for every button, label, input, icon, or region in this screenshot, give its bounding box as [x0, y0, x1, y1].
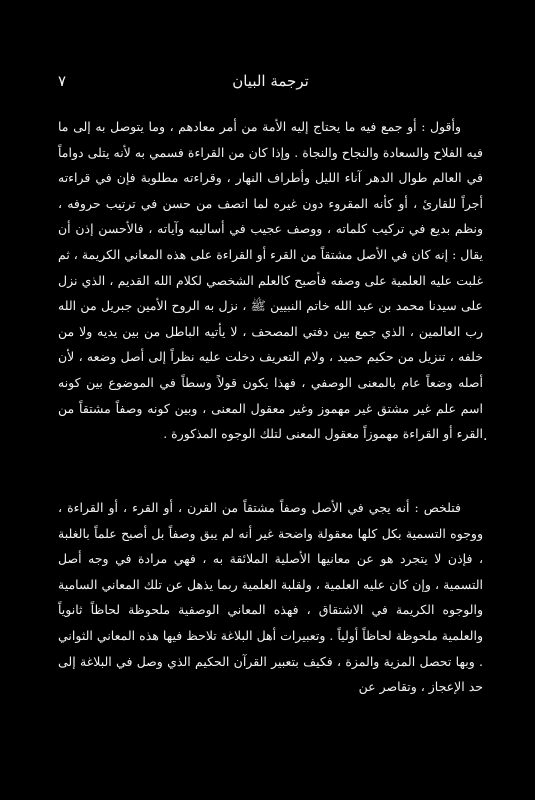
running-title: ترجمة البيان [232, 72, 309, 90]
margin-mark: . [483, 428, 488, 444]
paragraph-2-text: فتلخص : أنه يجي في الأصل وصفاً مشتقاً من القرن ، أو القرء ، أو القراءة ، ووجوه التسمية بكل كلها معقولة واضحة غير أنه لم يبق وصفاً بل أصبح علماً بالغلبة ، فإذن لا يتجرد هو عن معانيها الأصلية الملائقة به ، فهي مرادة في وجه أصل التسمية ، وإن كان عليه العلمية ، ولقلبة العلمية ربما يذهل عن تلك المعاني السامية والوجوه الكريمة في الاشتقاق ، فهذه المعاني الوصفية ملحوظة لحاظاً ثانوياً والعلمية ملحوظة لحاظاً أولياً . وتعبيرات أهل البلاغة تلاحظ فيها هذه المعاني الثواني . وبها تحصل المزية والمزة ، فكيف بتعبير القرآن الحكيم الذي وصل في البلاغة إلى حد الإعجاز ، وتقاصر عن [58, 500, 483, 695]
paragraph-2 [58, 495, 483, 700]
paragraph-1-text: وأقول : أو جمع فيه ما يحتاج إليه الأمة من أمر معادهم ، وما يتوصل به إلى ما فيه الفلاح والسعادة والنجاح والنجاة . وإذا كان من القراءة فسمي به لأنه يتلى دواماً في العالم طوال الدهر آناء الليل وأطراف النهار ، وقراءته مطلوبة فإن في قراءته أجراً للقارئ ، أو كأنه المقروء دون غيره لما اتصف من حسن في ترتيب حروفه ، ونظم بديع في تركيب كلماته ، ووصف عجيب في أساليبه وآياته ، فالأحسن إذن أن يقال : إنه كان في الأصل مشتقاً من القرء أو القراءة على هذه المعاني الكريمة ، ثم غلبت عليه العلمية على وصفه فأصبح كالعلم الشخصي لكلام الله القديم ، الذي نزل على سيدنا محمد بن عبد الله خاتم النبيين ﷺ ، نزل به الروح الأمين جبريل من الله رب العالمين ، الذي جمع بين دفتي المصحف ، لا يأتيه الباطل من بين يديه ولا من خلفه ، تنزيل من حكيم حميد ، ولام التعريف دخلت عليه نظراً إلى أصل وضعه ، لأن أصله وضعاً عام بالمعنى الوصفي ، فهذا يكون قولاً وسطاً في الموضوع بين كونه اسم علم غير مشتق غير مهموز وغير معقول المعنى ، وبين كونه وصفاً مشتقاً من القرء أو القراءة مهموزاً معقول المعنى لتلك الوجوه المذكورة . [58, 119, 483, 442]
paragraph-1 [58, 114, 483, 447]
page-header [58, 72, 483, 96]
page-number: ٧ [58, 72, 67, 90]
